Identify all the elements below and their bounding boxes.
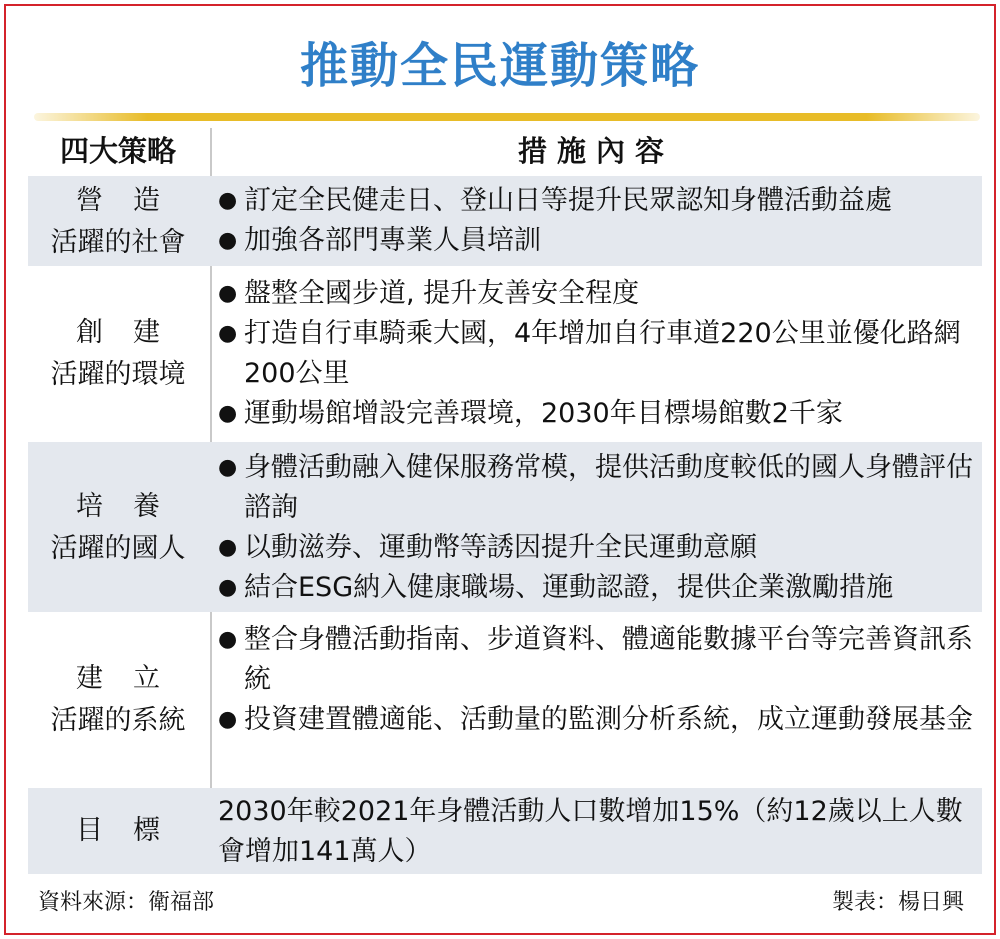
- measure-text: 投資建置體適能、活動量的監測分析系統，成立運動發展基金: [244, 704, 973, 735]
- measure-text: 運動場館增設完善環境，2030年目標場館數2千家: [244, 398, 843, 429]
- bullet-icon: ●: [218, 455, 238, 480]
- bullet-icon: ●: [218, 575, 238, 600]
- table-row: [28, 614, 982, 786]
- bullet-icon: ●: [218, 321, 238, 346]
- bullet-icon: ●: [218, 401, 238, 426]
- measure-text: 身體活動融入健保服務常模，提供活動度較低的國人身體評估諮詢: [244, 452, 973, 523]
- strategy-category: [28, 658, 208, 742]
- strategy-category: [28, 180, 208, 264]
- list-item: [218, 528, 978, 568]
- category-verb: 培養: [76, 491, 190, 522]
- table-row: [28, 442, 982, 612]
- page-title: 推動全民運動策略: [299, 38, 700, 94]
- category-target: 活躍的系統: [50, 705, 186, 736]
- list-item: [218, 314, 978, 394]
- strategy-category: [28, 486, 208, 570]
- bullet-icon: ●: [218, 188, 238, 213]
- infographic-frame: [4, 4, 996, 935]
- list-item: [218, 274, 978, 314]
- bullet-icon: ●: [218, 228, 238, 253]
- source-note: 資料來源：衛福部: [38, 890, 215, 915]
- category-verb: 營造: [76, 185, 190, 216]
- bullet-icon: ●: [218, 627, 238, 652]
- header-strategies: 四大策略: [59, 134, 176, 168]
- list-item: [218, 700, 978, 740]
- category-verb: 建立: [76, 663, 190, 694]
- category-target: 活躍的環境: [50, 359, 186, 390]
- measure-text: 盤整全國步道, 提升友善安全程度: [244, 278, 640, 309]
- bullet-icon: ●: [218, 281, 238, 306]
- list-item: [218, 448, 978, 528]
- strategy-category: [28, 312, 208, 396]
- list-item: [218, 181, 978, 221]
- bullet-icon: ●: [218, 535, 238, 560]
- measure-text: 打造自行車騎乘大國，4年增加自行車道220公里並優化路網200公里: [244, 318, 961, 389]
- measure-text: 加強各部門專業人員培訓: [244, 225, 541, 256]
- table-header: [28, 128, 982, 174]
- table-row: [28, 176, 982, 266]
- credit-note: 製表：楊日興: [831, 890, 964, 915]
- goal-label: 目標: [76, 815, 190, 846]
- measure-text: 結合ESG納入健康職場、運動認證，提供企業激勵措施: [244, 572, 894, 603]
- measure-text: 以動滋券、運動幣等誘因提升全民運動意願: [244, 532, 757, 563]
- list-item: [218, 620, 978, 700]
- goal-text: 2030年較2021年身體活動人口數增加15%（約12歲以上人數會增加141萬人）: [218, 796, 963, 867]
- measure-list: [218, 274, 978, 434]
- measure-text: 訂定全民健走日、登山日等提升民眾認知身體活動益處: [244, 185, 892, 216]
- goal-category: [28, 810, 208, 852]
- category-verb: 創建: [76, 317, 190, 348]
- list-item: [218, 394, 978, 434]
- measure-text: 整合身體活動指南、步道資料、體適能數據平台等完善資訊系統: [244, 624, 973, 695]
- bullet-icon: ●: [218, 707, 238, 732]
- list-item: [218, 221, 978, 261]
- list-item: [218, 568, 978, 608]
- title-divider: [34, 113, 980, 121]
- measure-list: [218, 181, 978, 261]
- header-measures: 措施內容: [517, 134, 674, 168]
- goal-row: [28, 788, 982, 874]
- measure-list: [218, 620, 978, 740]
- measure-list: [218, 448, 978, 608]
- category-target: 活躍的國人: [50, 533, 186, 564]
- category-target: 活躍的社會: [50, 227, 186, 258]
- table-row: [28, 268, 982, 440]
